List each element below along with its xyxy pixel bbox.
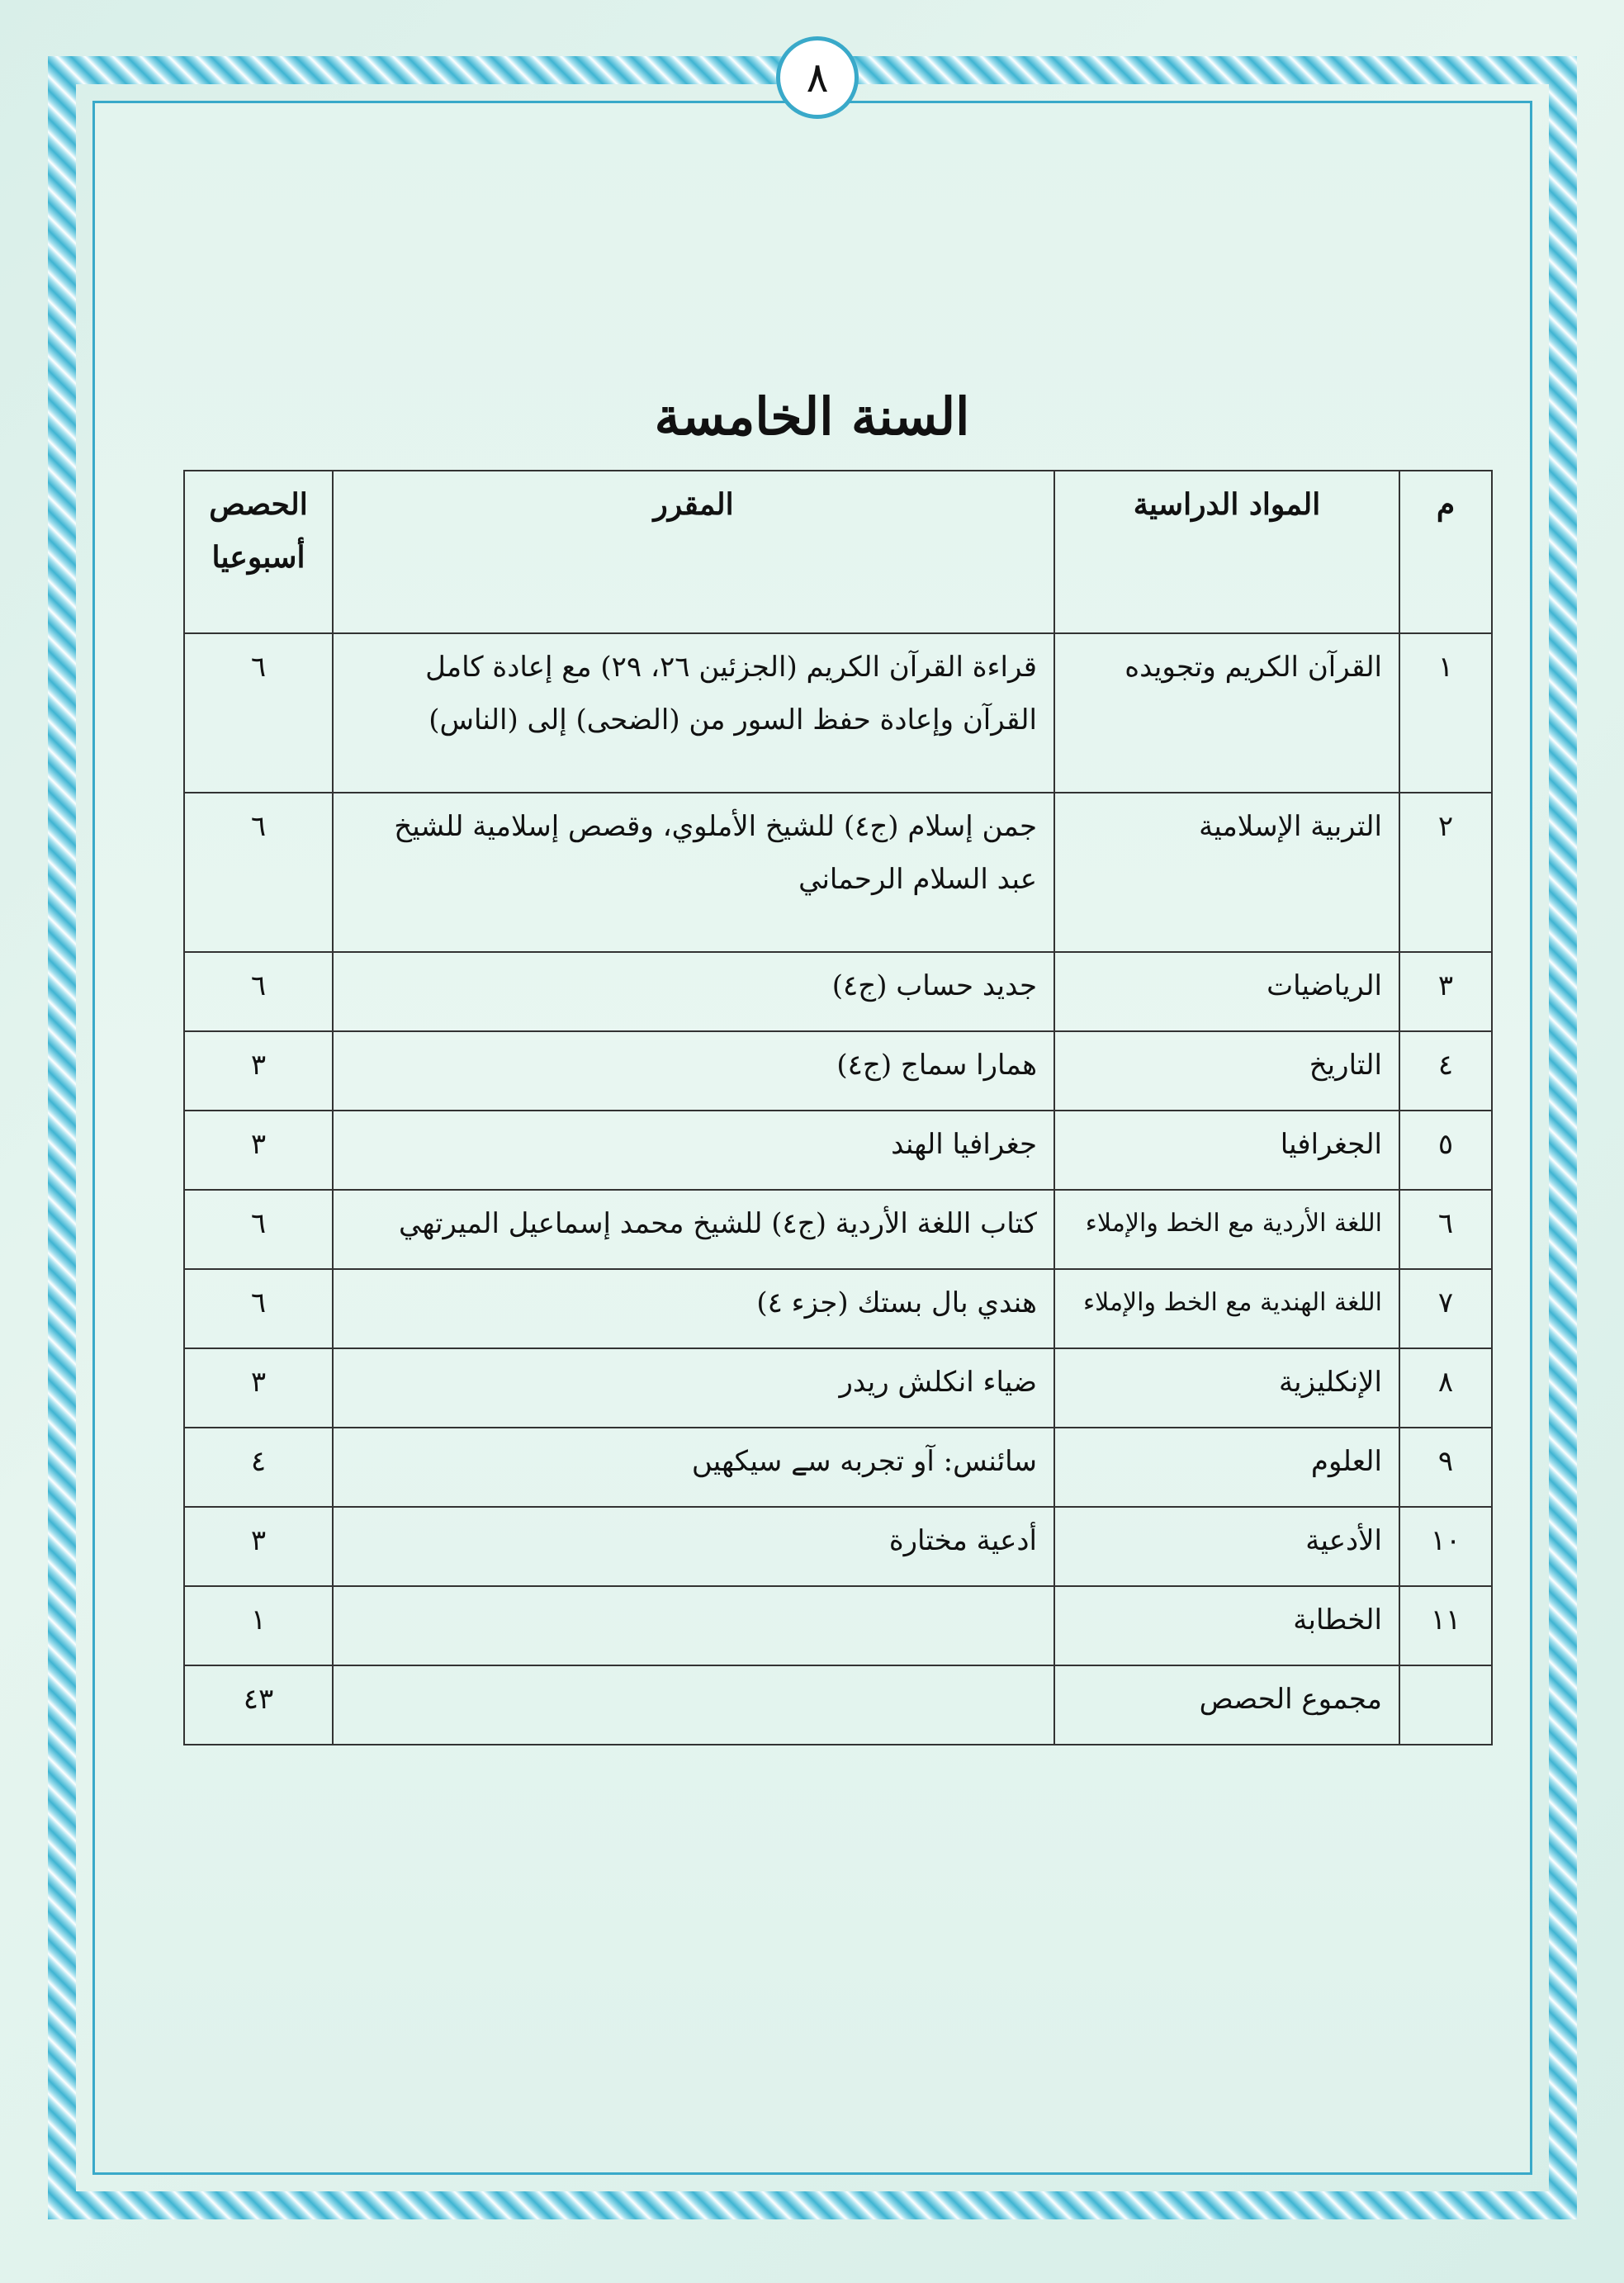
row-periods: ٦ — [184, 1269, 333, 1348]
row-periods: ٦ — [184, 793, 333, 952]
row-course: كتاب اللغة الأردية (ج٤) للشيخ محمد إسماعيل الميرتهي — [333, 1190, 1054, 1269]
table-row — [184, 1348, 1492, 1428]
row-subject: الخطابة — [1054, 1586, 1399, 1665]
row-course: سائنس: آو تجربه سے سيكهيں — [333, 1428, 1054, 1507]
table-row — [184, 1190, 1492, 1269]
total-course-empty — [333, 1665, 1054, 1745]
row-num: ٩ — [1399, 1428, 1492, 1507]
table-row — [184, 1586, 1492, 1665]
row-num: ١ — [1399, 633, 1492, 793]
total-row — [184, 1665, 1492, 1745]
table-header-row — [184, 471, 1492, 633]
row-course: همارا سماج (ج٤) — [333, 1031, 1054, 1111]
row-course: جديد حساب (ج٤) — [333, 952, 1054, 1031]
page-number: ٨ — [776, 36, 859, 119]
row-subject: الجغرافيا — [1054, 1111, 1399, 1190]
table-row — [184, 1031, 1492, 1111]
row-num: ٨ — [1399, 1348, 1492, 1428]
row-course: أدعية مختارة — [333, 1507, 1054, 1586]
total-num-empty — [1399, 1665, 1492, 1745]
row-course: جغرافيا الهند — [333, 1111, 1054, 1190]
table-row — [184, 1428, 1492, 1507]
row-subject: الرياضيات — [1054, 952, 1399, 1031]
row-periods: ٦ — [184, 952, 333, 1031]
total-periods: ٤٣ — [184, 1665, 333, 1745]
row-periods: ٣ — [184, 1507, 333, 1586]
total-label: مجموع الحصص — [1054, 1665, 1399, 1745]
row-course — [333, 1586, 1054, 1665]
row-subject: الإنكليزية — [1054, 1348, 1399, 1428]
table-row — [184, 793, 1492, 952]
row-subject: اللغة الأردية مع الخط والإملاء — [1054, 1190, 1399, 1269]
header-periods-line2: أسبوعيا — [211, 540, 305, 575]
row-periods: ٦ — [184, 633, 333, 793]
row-course: جمن إسلام (ج٤) للشيخ الأملوي، وقصص إسلامية للشيخ عبد السلام الرحماني — [333, 793, 1054, 952]
row-num: ٥ — [1399, 1111, 1492, 1190]
row-num: ٧ — [1399, 1269, 1492, 1348]
row-periods: ٣ — [184, 1031, 333, 1111]
row-num: ٤ — [1399, 1031, 1492, 1111]
row-subject: العلوم — [1054, 1428, 1399, 1507]
row-num: ٣ — [1399, 952, 1492, 1031]
row-num: ١٠ — [1399, 1507, 1492, 1586]
table-row — [184, 633, 1492, 793]
header-periods — [184, 471, 333, 633]
row-periods: ٦ — [184, 1190, 333, 1269]
header-subject: المواد الدراسية — [1054, 471, 1399, 633]
row-course: قراءة القرآن الكريم (الجزئين ٢٦، ٢٩) مع إعادة كامل القرآن وإعادة حفظ السور من (الضحى) إلى (الناس) — [333, 633, 1054, 793]
row-subject: القرآن الكريم وتجويده — [1054, 633, 1399, 793]
row-periods: ٤ — [184, 1428, 333, 1507]
row-num: ٢ — [1399, 793, 1492, 952]
row-periods: ٣ — [184, 1111, 333, 1190]
row-num: ٦ — [1399, 1190, 1492, 1269]
table-row — [184, 1507, 1492, 1586]
row-subject: التاريخ — [1054, 1031, 1399, 1111]
header-course: المقرر — [333, 471, 1054, 633]
header-periods-line1: الحصص — [209, 487, 308, 522]
row-subject: التربية الإسلامية — [1054, 793, 1399, 952]
header-num: م — [1399, 471, 1492, 633]
row-course: هندي بال بستك (جزء ٤) — [333, 1269, 1054, 1348]
curriculum-table — [183, 470, 1493, 1745]
table-row — [184, 1269, 1492, 1348]
row-num: ١١ — [1399, 1586, 1492, 1665]
row-subject: اللغة الهندية مع الخط والإملاء — [1054, 1269, 1399, 1348]
page-title: السنة الخامسة — [654, 386, 970, 447]
row-periods: ١ — [184, 1586, 333, 1665]
row-periods: ٣ — [184, 1348, 333, 1428]
table-row — [184, 952, 1492, 1031]
row-course: ضياء انكلش ريدر — [333, 1348, 1054, 1428]
row-subject: الأدعية — [1054, 1507, 1399, 1586]
table-row — [184, 1111, 1492, 1190]
